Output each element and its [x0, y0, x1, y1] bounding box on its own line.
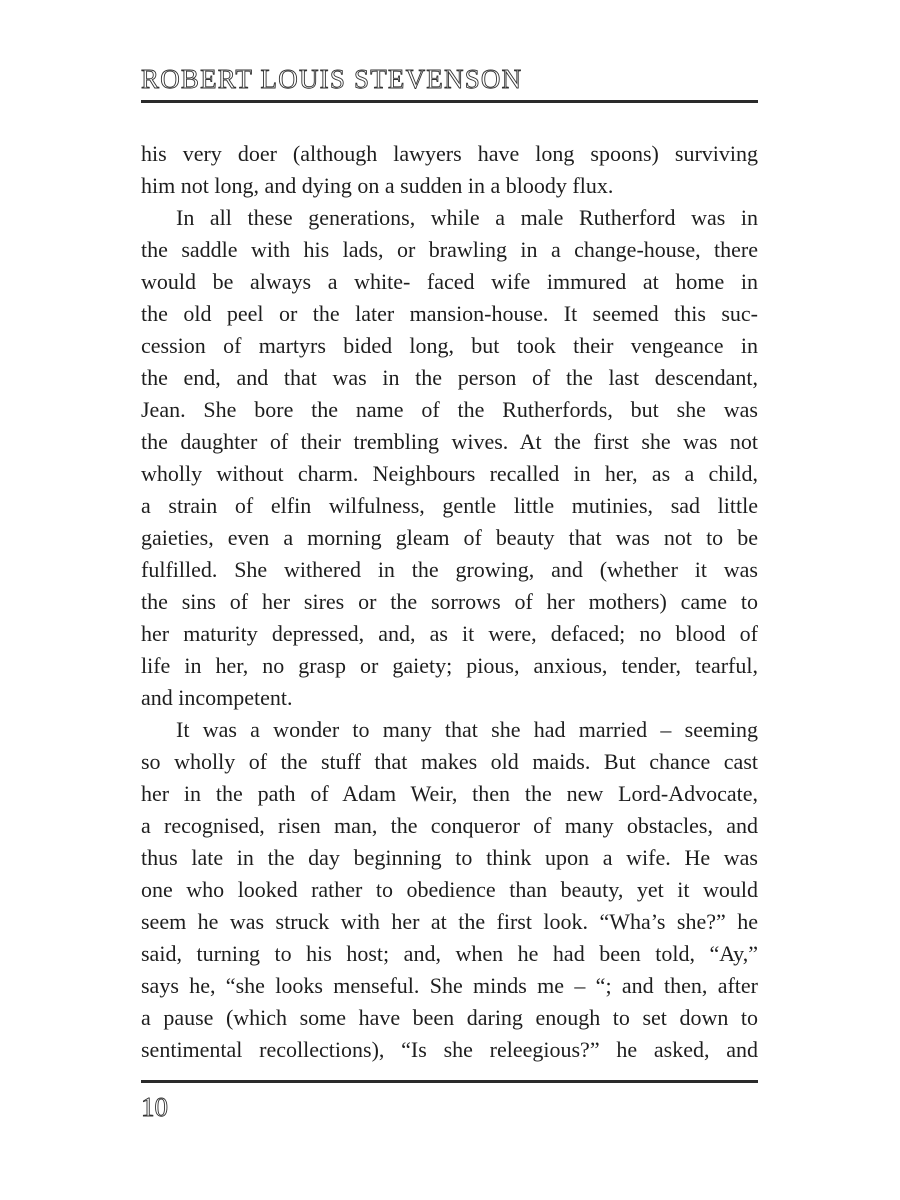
- text-line: a pause (which some have been daring enough to set down to: [141, 1005, 758, 1030]
- text-line: a strain of elfin wilfulness, gentle little mutinies, sad little: [141, 493, 758, 518]
- paragraph: [141, 714, 758, 1066]
- footer-rule: [141, 1080, 758, 1083]
- text-line: It was a wonder to many that she had married – seeming: [176, 717, 758, 742]
- text-line: said, turning to his host; and, when he had been told, “Ay,”: [141, 941, 758, 966]
- text-line: the old peel or the later mansion-house. It seemed this suc-: [141, 301, 758, 326]
- text-line: her in the path of Adam Weir, then the new Lord-Advocate,: [141, 781, 758, 806]
- header-rule: [141, 100, 758, 103]
- paragraph: [141, 138, 758, 202]
- text-line: Jean. She bore the name of the Rutherfords, but she was: [141, 397, 758, 422]
- text-line: so wholly of the stuff that makes old maids. But chance cast: [141, 749, 758, 774]
- running-header: ROBERT LOUIS STEVENSON: [141, 64, 523, 94]
- text-line: a recognised, risen man, the conqueror of many obstacles, and: [141, 813, 758, 838]
- text-line: thus late in the day beginning to think upon a wife. He was: [141, 845, 758, 870]
- text-line: sentimental recollections), “Is she releegious?” he asked, and: [141, 1037, 758, 1062]
- text-line: would be always a white- faced wife immured at home in: [141, 269, 758, 294]
- text-line: In all these generations, while a male Rutherford was in: [176, 205, 758, 230]
- paragraph: [141, 202, 758, 714]
- text-line: cession of martyrs bided long, but took their vengeance in: [141, 333, 758, 358]
- text-line: him not long, and dying on a sudden in a bloody flux.: [141, 173, 614, 198]
- text-line: her maturity depressed, and, as it were, defaced; no blood of: [141, 621, 758, 646]
- page-number: 10: [141, 1092, 168, 1122]
- text-line: wholly without charm. Neighbours recalled in her, as a child,: [141, 461, 758, 486]
- text-line: life in her, no grasp or gaiety; pious, anxious, tender, tearful,: [141, 653, 758, 678]
- text-line: the end, and that was in the person of the last descendant,: [141, 365, 758, 390]
- body-text: [141, 138, 758, 1066]
- text-line: the saddle with his lads, or brawling in a change-house, there: [141, 237, 758, 262]
- text-line: says he, “she looks menseful. She minds me – “; and then, after: [141, 973, 758, 998]
- text-line: one who looked rather to obedience than beauty, yet it would: [141, 877, 758, 902]
- text-line: the sins of her sires or the sorrows of her mothers) came to: [141, 589, 758, 614]
- text-line: and incompetent.: [141, 685, 293, 710]
- text-line: the daughter of their trembling wives. At the first she was not: [141, 429, 758, 454]
- text-line: gaieties, even a morning gleam of beauty that was not to be: [141, 525, 758, 550]
- text-line: fulfilled. She withered in the growing, and (whether it was: [141, 557, 758, 582]
- text-line: his very doer (although lawyers have long spoons) surviving: [141, 141, 758, 166]
- text-line: seem he was struck with her at the first look. “Wha’s she?” he: [141, 909, 758, 934]
